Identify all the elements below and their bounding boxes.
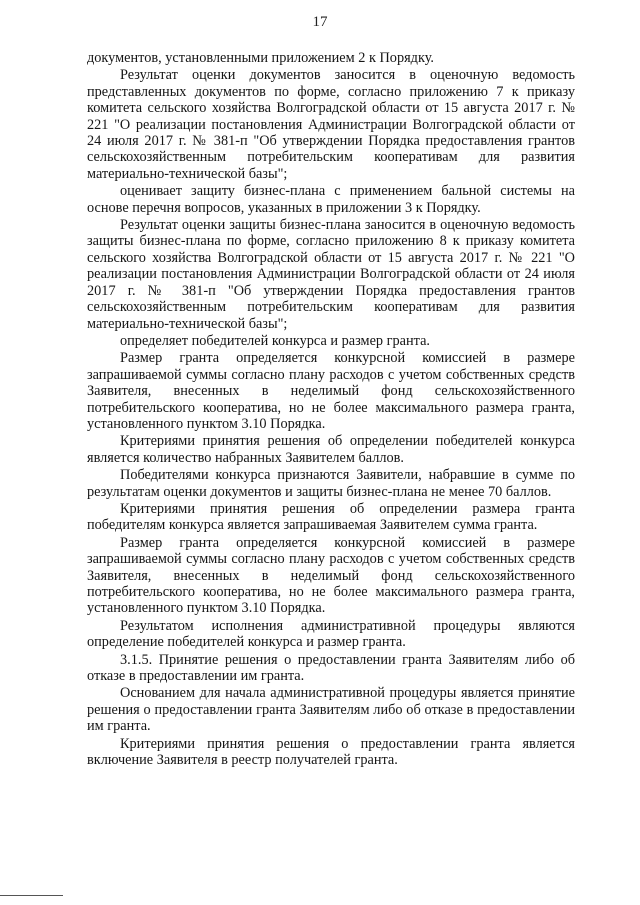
- page-number: 17: [312, 14, 328, 30]
- paragraph: Победителями конкурса признаются Заявители, набравшие в сумме по результатам оценки документов и защиты бизнес-плана не менее 70 баллов.: [87, 467, 575, 500]
- paragraph: Размер гранта определяется конкурсной комиссией в размере запрашиваемой суммы согласно плану расходов с учетом собственных средств Заявителя, внесенных в неделимый фонд сельскохозяйственного потребительского кооператива, но не более максимального размера гранта, установленного пунктом 3.10 Порядка.: [87, 534, 575, 617]
- paragraph: оценивает защиту бизнес-плана с применением бальной системы на основе перечня вопросов, указанных в приложении 3 к Порядку.: [87, 183, 575, 216]
- paragraph: Критериями принятия решения об определении размера гранта победителям конкурса является запрашиваемая Заявителем сумма гранта.: [87, 500, 575, 534]
- paragraph: Результатом исполнения административной процедуры являются определение победителей конкурса и размер гранта.: [87, 617, 575, 651]
- paragraph: определяет победителей конкурса и размер гранта.: [120, 332, 431, 349]
- paragraph: Основанием для начала административной процедуры является принятие решения о предоставлении гранта Заявителям либо об отказе в предоставлении им гранта.: [87, 685, 575, 735]
- paragraph: Критериями принятия решения об определении победителей конкурса является количество набранных Заявителем баллов.: [87, 433, 575, 466]
- paragraph: Результат оценки защиты бизнес-плана заносится в оценочную ведомость защиты бизнес-плана по форме, согласно приложению 8 к приказу комитета сельского хозяйства Волгоградской области от 15 августа 2017 г. № 221 "О реализации постановления Администрации Волгоградской области от 24 июля 2017 г. № 381-п "Об утверждении Порядка предоставления грантов сельскохозяйственным потребительским кооперативам для развития материально-технической базы";: [87, 217, 575, 332]
- paragraph: Критериями принятия решения о предоставлении гранта является включение Заявителя в реестр получателей гранта.: [87, 735, 575, 769]
- section-heading: 3.1.5. Принятие решения о предоставлении гранта Заявителям либо об отказе в предоставлении им гранта.: [87, 651, 575, 685]
- footer-rule: [0, 895, 63, 896]
- paragraph: документов, установленными приложением 2 к Порядку.: [87, 50, 434, 66]
- document-body: [87, 50, 575, 769]
- paragraph: Размер гранта определяется конкурсной комиссией в размере запрашиваемой суммы согласно плану расходов с учетом собственных средств Заявителя, внесенных в неделимый фонд сельскохозяйственного потребительского кооператива, но не более максимального размера гранта, установленного пунктом 3.10 Порядка.: [87, 350, 575, 432]
- paragraph: Результат оценки документов заносится в оценочную ведомость представленных документов по форме, согласно приложению 7 к приказу комитета сельского хозяйства Волгоградской области от 15 августа 2017 г. № 221 "О реализации постановления Администрации Волгоградской области от 24 июля 2017 г. № 381-п "Об утверждении Порядка предоставления грантов сельскохозяйственным потребительским кооперативам для развития материально-технической базы";: [87, 67, 575, 182]
